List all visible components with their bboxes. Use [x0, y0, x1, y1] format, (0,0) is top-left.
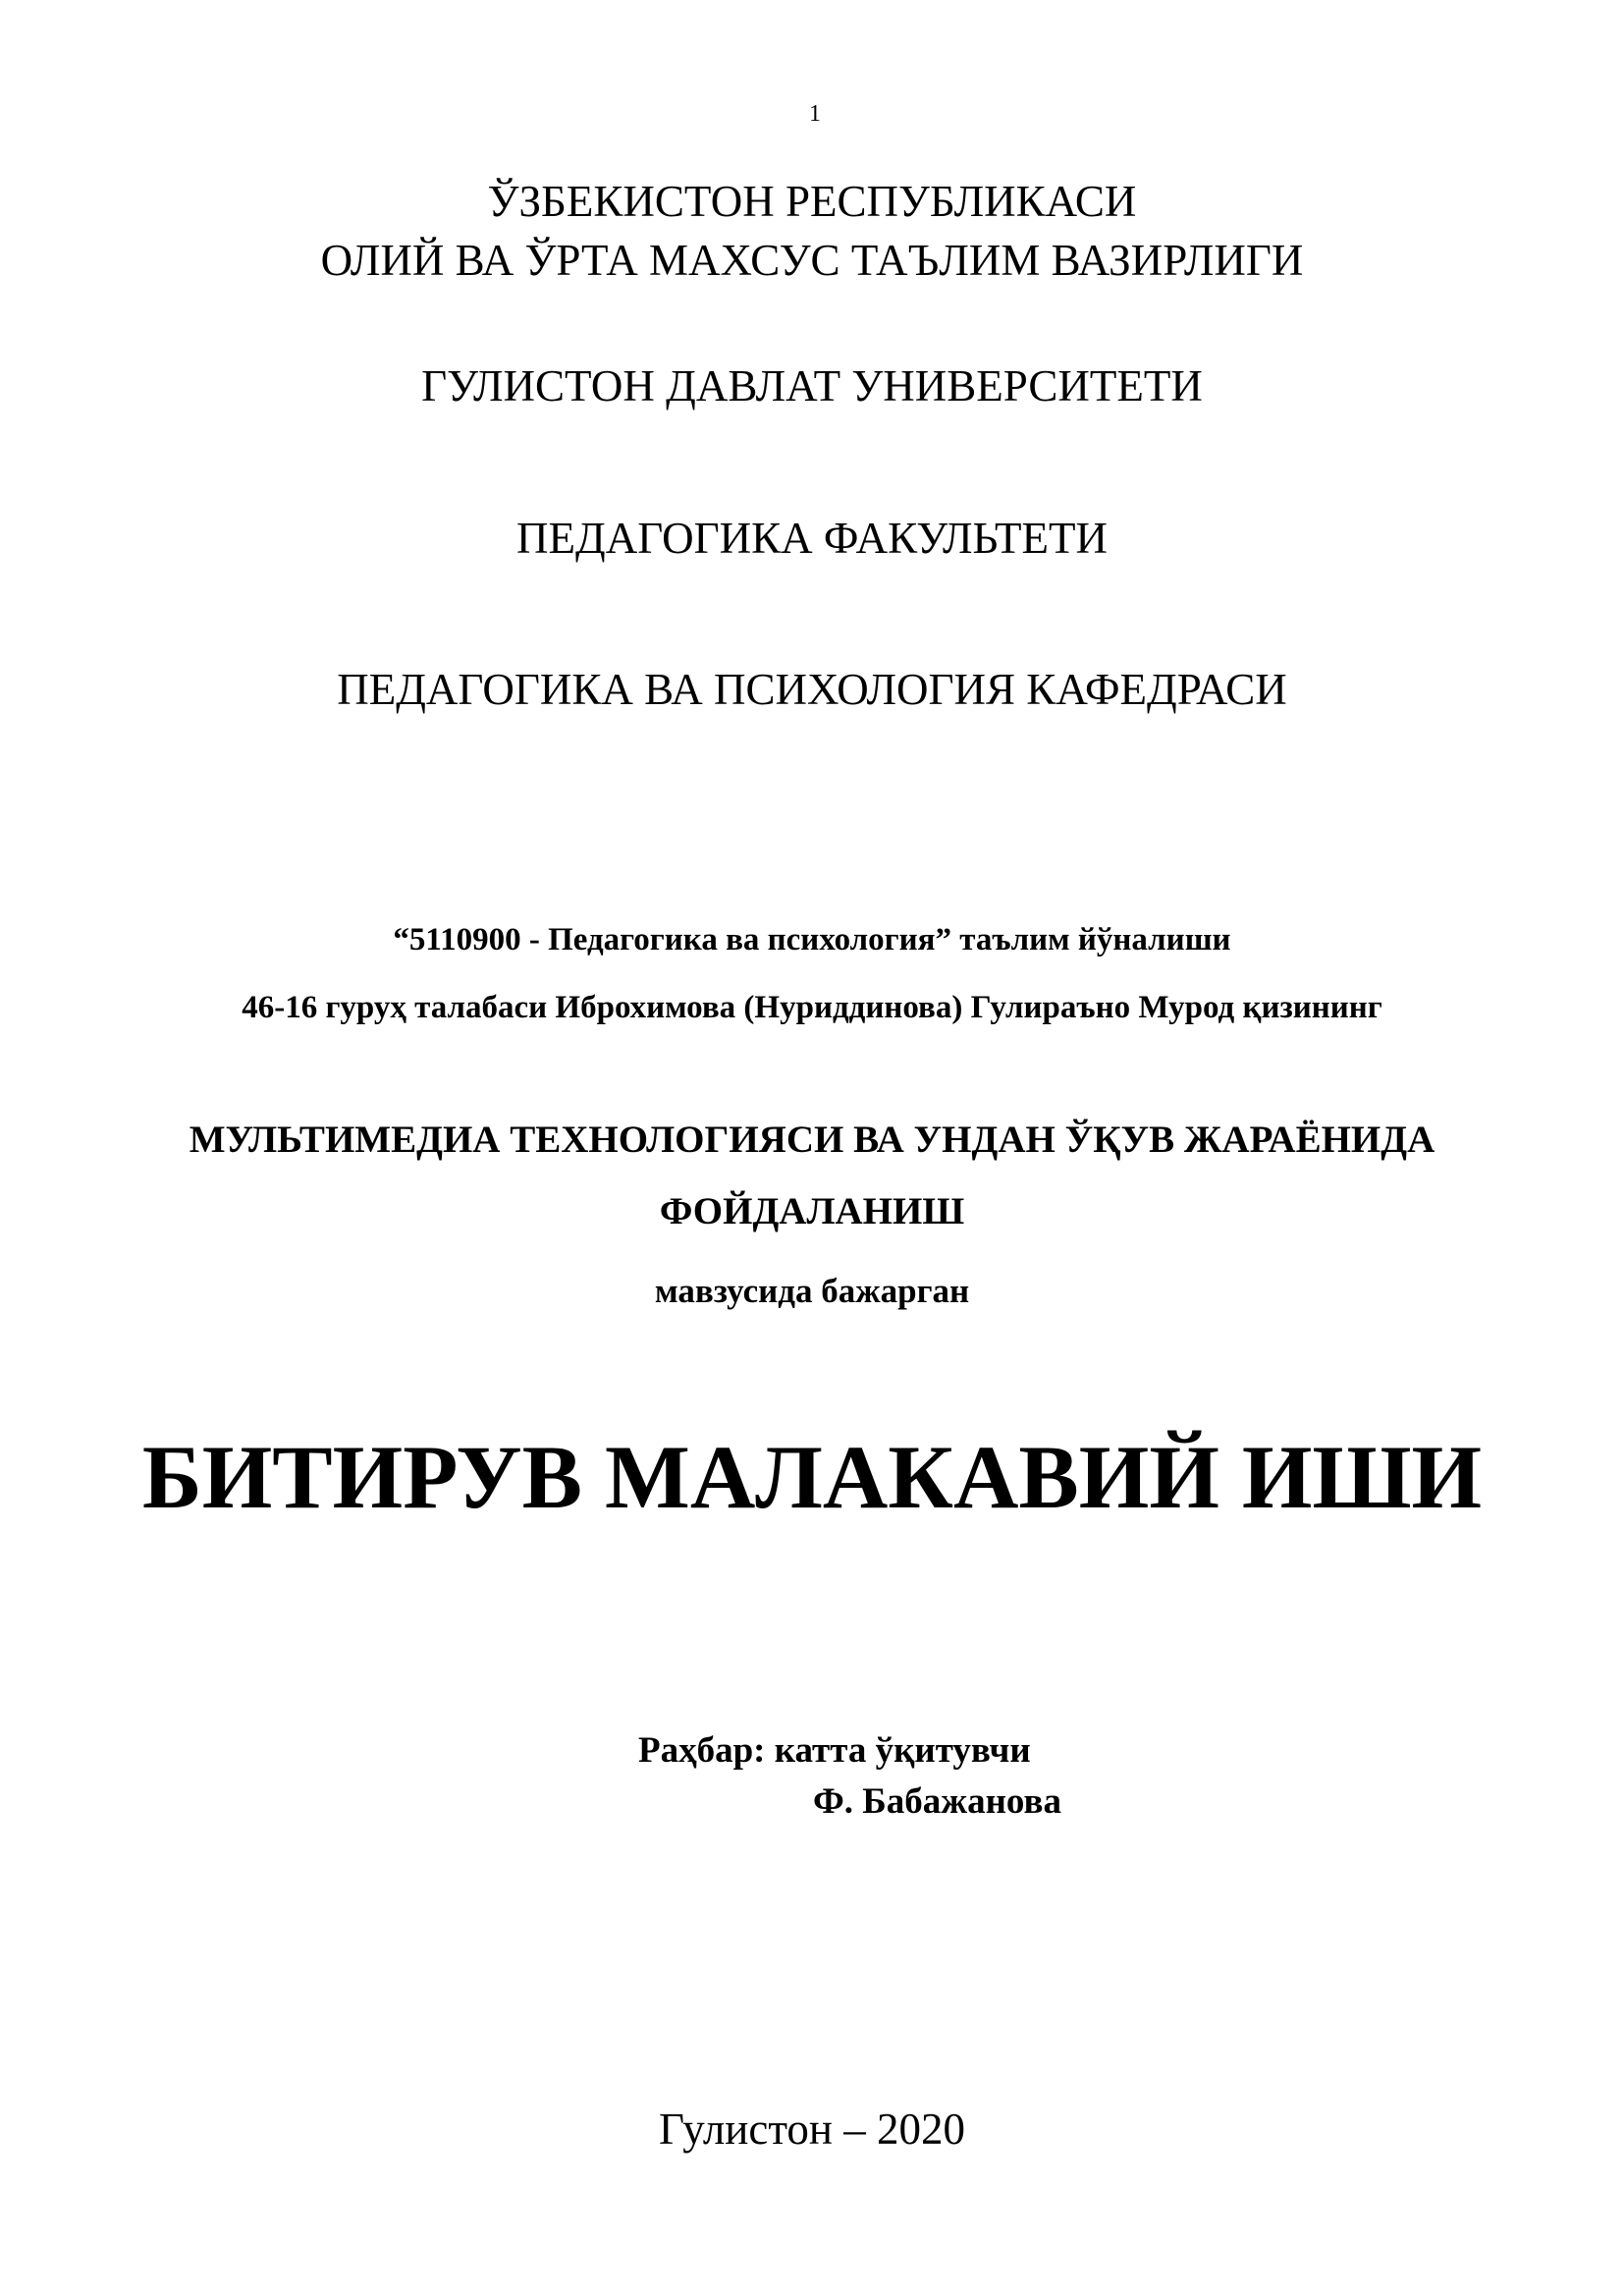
republic-heading: ЎЗБЕКИСТОН РЕСПУБЛИКАСИ	[487, 177, 1137, 226]
city-year-footer: Гулистон – 2020	[659, 2105, 965, 2154]
ministry-heading: ОЛИЙ ВА ЎРТА МАХСУС ТАЪЛИМ ВАЗИРЛИГИ	[320, 236, 1304, 285]
topic-title-line-1: МУЛЬТИМЕДИА ТЕХНОЛОГИЯСИ ВА УНДАН ЎҚУВ ЖАРАЁНИДА	[189, 1119, 1435, 1161]
performed-label: мавзусида бажарган	[654, 1272, 970, 1310]
topic-title-line-2: ФОЙДАЛАНИШ	[659, 1190, 965, 1232]
page-number: 1	[809, 101, 821, 127]
supervisor-name: Ф. Бабажанова	[813, 1781, 1061, 1822]
faculty-heading: ПЕДАГОГИКА ФАКУЛЬТЕТИ	[516, 514, 1108, 563]
study-program-line: “5110900 - Педагогика ва психология” таълим йўналиши	[393, 922, 1231, 957]
supervisor-role: Раҳбар: катта ўқитувчи	[638, 1730, 1031, 1771]
supervisor-block	[638, 1732, 1129, 1831]
university-heading: ГУЛИСТОН ДАВЛАТ УНИВЕРСИТЕТИ	[421, 361, 1203, 410]
department-heading: ПЕДАГОГИКА ВА ПСИХОЛОГИЯ КАФЕДРАСИ	[337, 665, 1287, 714]
document-title: БИТИРУВ МАЛАКАВИЙ ИШИ	[141, 1427, 1483, 1527]
student-info-line: 46-16 гуруҳ талабаси Иброхимова (Нуриддинова) Гулираъно Мурод қизининг	[242, 990, 1382, 1025]
